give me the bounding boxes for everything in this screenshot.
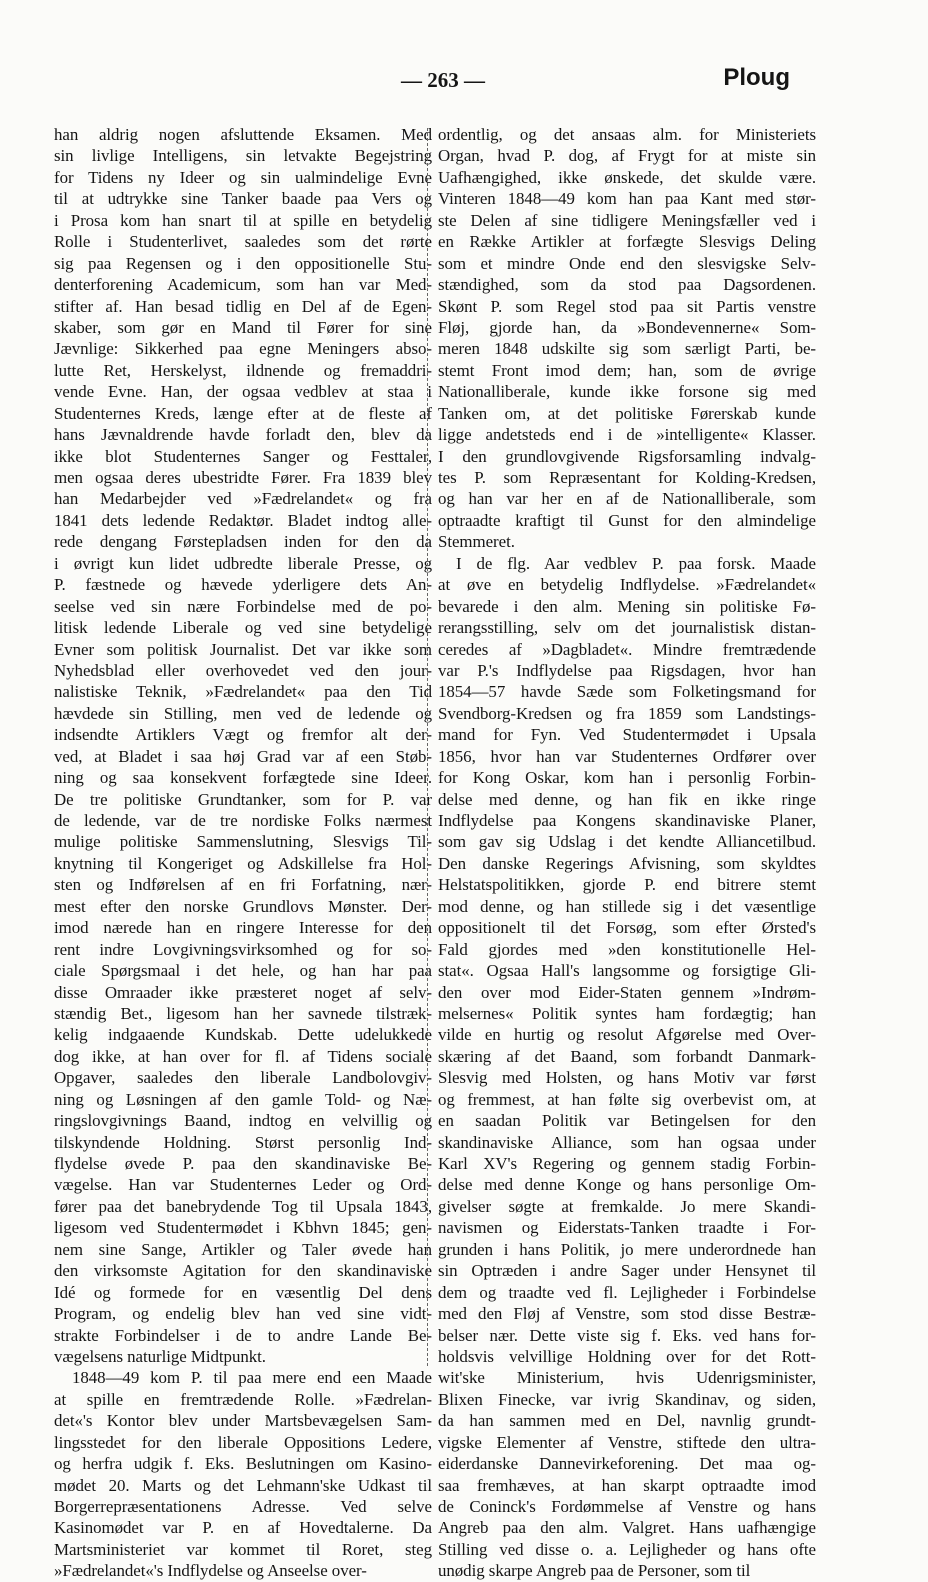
text-line: holdsvis velvillige Holdning over for det Rott-	[438, 1346, 816, 1366]
text-line: sin Optræden i andre Sager under Hensynet til	[438, 1261, 816, 1281]
page-number: — 263 —	[401, 68, 485, 92]
text-line: oppositionelt til det Forsøg, som efter Ørsted's	[438, 918, 816, 938]
text-line: knytning til Kongeriget og Adskillelse fra Hol-	[54, 853, 432, 873]
text-line: De tre politiske Grundtanker, som for P. var	[54, 789, 432, 809]
paragraph	[54, 124, 432, 1367]
text-line: at spille en fremtrædende Rolle. »Fædrelan-	[54, 1389, 432, 1409]
text-line: sin livlige Intelligens, sin letvakte Begejstring	[54, 146, 432, 166]
text-line: Blixen Finecke, var ivrig Skandinav, og siden,	[438, 1389, 816, 1409]
text-line: ringslovgivnings Baand, indtog en velvillig og	[54, 1111, 432, 1131]
text-line: bevarede i den alm. Mening sin politiske Fø-	[438, 596, 816, 616]
text-line: Jævnlige: Sikkerhed paa egne Meningers abso-	[54, 339, 432, 359]
text-line: 1856, hvor han var Studenternes Ordfører over	[438, 746, 816, 766]
text-line: i øvrigt kun lidet udbredte liberale Presse, og	[54, 553, 432, 573]
text-line: vægelsens naturlige Midtpunkt.	[54, 1346, 266, 1366]
text-line: for Kong Oskar, kom han i personlig Forbin-	[438, 768, 816, 788]
text-line: Borgerrepræsentationens Adresse. Ved selve	[54, 1497, 432, 1516]
text-line: Stilling ved disse o. a. Lejligheder og hans ofte	[438, 1539, 816, 1559]
text-line: Martsministeriet var kommet til Roret, steg	[54, 1539, 432, 1559]
text-line: saa fremhæves, at han skarpt optraadte imod	[438, 1475, 816, 1495]
text-line: stændig Bet., ligesom han her savnede tilstræk-	[54, 1003, 432, 1023]
text-line: sig paa Regensen og i den oppositionelle Stu-	[54, 253, 432, 273]
paragraph	[438, 553, 816, 1582]
text-line: indsendte Artiklers Vægt og fremfor alt der-	[54, 725, 432, 745]
text-line: han Medarbejder ved »Fædrelandet« og fra	[54, 489, 432, 509]
text-line: stemt Front imod dem; han, som de øvrige	[438, 360, 816, 380]
text-line: hævdede sin Stilling, men ved de ledende og	[54, 703, 432, 723]
text-line: ciale Spørgsmaal i det hele, og han har paa	[54, 961, 432, 981]
text-line: en saadan Politik var Betingelsen for den	[438, 1111, 816, 1131]
text-line: han aldrig nogen afsluttende Eksamen. Med	[54, 125, 432, 144]
text-line: skæring af det Baand, som forbandt Danmark-	[438, 1046, 816, 1066]
text-line: tilskyndende Holdning. Størst personlig Ind-	[54, 1132, 432, 1152]
text-line: Kasinomødet var P. en af Hovedtalerne. Da	[54, 1518, 432, 1538]
text-line: men ogsaa deres ubestridte Fører. Fra 1839 blev	[54, 468, 432, 487]
text-line: og han var her en af de Nationalliberale, som	[438, 489, 816, 509]
text-line: ikke blot Studenternes Sanger og Festtaler,	[54, 446, 432, 466]
text-line: som gav sig Udslag i det kendte Alliancetilbud.	[438, 832, 816, 852]
text-line: rede dengang Førstepladsen inden for den da	[54, 532, 432, 552]
text-line: Nationalliberale, kunde ikke forsone sig med	[438, 382, 816, 402]
text-line: til at udtrykke sine Tanker baade paa Vers og	[54, 189, 432, 209]
text-line: ligge andetsteds end i de »intelligente« Klasser.	[438, 425, 816, 445]
text-line: Vinteren 1848—49 kom han paa Kant med stør-	[438, 189, 816, 209]
text-line: imod nærede han en ringere Interesse for den	[54, 918, 432, 938]
text-line: belser nær. Dette viste sig f. Eks. ved hans for-	[438, 1325, 816, 1345]
text-line: mulige politiske Sammenslutning, Slesvigs Til-	[54, 832, 432, 852]
text-line: ceredes af »Dagbladet«. Mindre fremtrædende	[438, 639, 816, 659]
text-line: Tanken om, at det politiske Førerskab kunde	[438, 403, 816, 423]
text-line: P. fæstnede og hævede yderligere dets An-	[54, 575, 432, 595]
text-line: rent indre Lovgivningsvirksomhed og for so-	[54, 939, 432, 959]
text-line: dog ikke, at han over for fl. af Tidens sociale	[54, 1046, 432, 1066]
text-line: lutte Ret, Herskelyst, ildnende og fremaddri-	[54, 360, 432, 380]
text-line: grunden i hans Politik, jo mere underordnede han	[438, 1239, 816, 1259]
text-line: sten og Indførelsen af en fri Forfatning, nær-	[54, 875, 432, 895]
text-line: 1841 dets ledende Redaktør. Bladet indtog alle-	[54, 510, 432, 530]
text-line: og herfra udgik f. Eks. Beslutningen om Kasino-	[54, 1454, 432, 1474]
paragraph	[438, 124, 816, 553]
text-line: var P.'s Indflydelse paa Rigsdagen, hvor han	[438, 660, 816, 680]
text-line: delse med denne, og han fik en ikke ringe	[438, 789, 816, 809]
text-line: at øve en betydelig Indflydelse. »Fædrelandet«	[438, 575, 816, 595]
text-line: Evner som politisk Journalist. Det var ikke som	[54, 639, 432, 659]
text-line: mand for Fyn. Ved Studentermødet i Upsala	[438, 725, 816, 745]
text-line: de Coninck's Fordømmelse af Venstre og hans	[438, 1497, 816, 1516]
column-divider	[427, 128, 428, 1366]
text-line: I den grundlovgivende Rigsforsamling indvalg-	[438, 446, 816, 466]
text-line: den virksomste Agitation for den skandinaviske	[54, 1261, 432, 1281]
text-line: den over mod Eider-Staten gennem »Indrøm-	[438, 982, 816, 1002]
text-line: da han sammen med en Del, navnlig grundt-	[438, 1411, 816, 1431]
text-line: Fløj, gjorde han, da »Bondevennerne« Som-	[438, 317, 816, 337]
text-line: nalistiske Teknik, »Fædrelandet« paa den Tid	[54, 682, 432, 702]
text-line: i Prosa kom han snart til at spille en betydelig	[54, 210, 432, 230]
text-line: mødet 20. Marts og det Lehmann'ske Udkast til	[54, 1475, 432, 1495]
text-line: de ledende, var de tre nordiske Folks nærmest	[54, 811, 432, 830]
text-line: givelser søgte at fremkalde. Jo mere Skandi-	[438, 1196, 816, 1216]
text-line: unødig skarpe Angreb paa de Personer, som til	[438, 1561, 751, 1581]
text-line: Idé og formede for en væsentlig Del dens	[54, 1282, 432, 1302]
text-line: stat«. Ogsaa Hall's langsomme og forsigtige Gli-	[438, 961, 816, 981]
text-line: rerangsstilling, selv om det journalistisk distan-	[438, 618, 816, 638]
text-line: »Fædrelandet«'s Indflydelse og Anseelse over-	[54, 1561, 367, 1581]
text-line: ordentlig, og det ansaas alm. for Ministeriets	[438, 125, 816, 144]
text-line: skaber, som gør en Mand til Fører for sine	[54, 317, 432, 337]
text-line: litisk ledende Liberale og ved sine betydelige	[54, 618, 432, 638]
text-line: Organ, hvad P. dog, af Frygt for at miste sin	[438, 146, 816, 166]
text-line: med den Fløj af Venstre, som stod disse Bestræ-	[438, 1304, 816, 1324]
text-line: en Række Artikler at forfægte Slesvigs Deling	[438, 232, 816, 252]
text-line: Stemmeret.	[438, 532, 515, 552]
text-line: mest efter den norske Grundlovs Mønster. Der-	[54, 896, 432, 916]
text-line: vilde en hurtig og resolut Afgørelse med Over-	[438, 1025, 816, 1045]
running-head: Ploug	[723, 64, 790, 91]
text-line: denterforening Academicum, som han var Med-	[54, 275, 432, 295]
text-line: disse Omraader ikke præsteret noget af selv-	[54, 982, 432, 1002]
text-line: nem sine Sange, Artikler og Taler øvede han	[54, 1239, 432, 1259]
text-line: Program, og endelig blev han ved sine vidt-	[54, 1304, 432, 1324]
text-line: delse med denne Konge og hans personlige Om-	[438, 1175, 816, 1195]
text-line: vægelse. Han var Studenternes Leder og Ord-	[54, 1175, 432, 1195]
text-line: Helstatspolitikken, gjorde P. end bitrere stemt	[438, 875, 816, 895]
text-line: Indflydelse paa Kongens skandinaviske Planer,	[438, 811, 816, 830]
text-line: Opgaver, saaledes den liberale Landbolovgiv-	[54, 1068, 432, 1088]
text-line: ligesom ved Studentermødet i Kbhvn 1845; gen-	[54, 1218, 432, 1238]
text-line: strakte Forbindelser i de to andre Lande Be-	[54, 1325, 432, 1345]
text-line: vende Evne. Han, der ogsaa vedblev at staa i	[54, 382, 432, 402]
text-line: skandinaviske Alliance, som han ogsaa under	[438, 1132, 816, 1152]
text-line: Karl XV's Regering og gennem stadig Forbin-	[438, 1154, 816, 1173]
text-line: tes P. som Repræsentant for Kolding-Kredsen,	[438, 468, 816, 487]
right-column	[438, 124, 816, 1582]
text-line: eiderdanske Dannevirkeforening. Det maa og-	[438, 1454, 816, 1474]
text-line: ning og saa konsekvent forfægtede sine Ideer.	[54, 768, 432, 788]
text-line: hans Jævnaldrende havde forladt den, blev da	[54, 425, 432, 445]
text-line: ste Delen af sine tidligere Meningsfæller ved i	[438, 210, 816, 230]
text-line: Fald gjordes med »den konstitutionelle Hel-	[438, 939, 816, 959]
text-line: som et mindre Onde end den slesvigske Selv-	[438, 253, 816, 273]
text-line: ning og Løsningen af den gamle Told- og Næ-	[54, 1089, 432, 1109]
text-line: Rolle i Studenterlivet, saaledes som det rørte	[54, 232, 432, 252]
text-line: fører paa det banebrydende Tog til Upsala 1843,	[54, 1196, 432, 1216]
text-line: optraadte kraftigt til Gunst for den almindelige	[438, 510, 816, 530]
text-line: Nyhedsblad eller overhovedet ved den jour-	[54, 660, 432, 680]
text-line: wit'ske Ministerium, hvis Udenrigsminister,	[438, 1368, 816, 1388]
text-line: stifter af. Han besad tidlig en Del af de Egen-	[54, 296, 432, 316]
text-line: lingsstedet for den liberale Oppositions Ledere,	[54, 1432, 432, 1452]
text-line: flydelse øvede P. paa den skandinaviske Be-	[54, 1154, 432, 1173]
text-line: 1854—57 havde Sæde som Folketingsmand for	[438, 682, 816, 702]
text-line: og fremmest, at han følte sig overbevist om, at	[438, 1089, 816, 1109]
text-line: I de flg. Aar vedblev P. paa forsk. Maade	[456, 553, 816, 573]
text-line: seelse ved sin nære Forbindelse med de po-	[54, 596, 432, 616]
text-line: 1848—49 kom P. til paa mere end een Maade	[72, 1368, 432, 1388]
text-line: navismen og Eiderstats-Tanken traadte i For-	[438, 1218, 816, 1238]
text-line: Svendborg-Kredsen og fra 1859 som Landstings-	[438, 703, 816, 723]
text-line: det«'s Kontor blev under Martsbevægelsen Sam-	[54, 1411, 432, 1431]
text-line: melsernes« Politik syntes ham fordægtig; han	[438, 1003, 816, 1023]
text-line: Skønt P. som Regel stod paa sit Partis venstre	[438, 296, 816, 316]
text-line: mod denne, og han stillede sig i det væsentlige	[438, 896, 816, 916]
text-line: Studenternes Kreds, længe efter at de fleste af	[54, 403, 432, 423]
text-line: Angreb paa den alm. Valgret. Hans uafhængige	[438, 1518, 816, 1538]
text-line: ved, at Bladet i saa høj Grad var af een Støb-	[54, 746, 432, 766]
text-line: Slesvig med Holsten, og hans Motiv var først	[438, 1068, 816, 1088]
text-line: for Tidens ny Ideer og sin ualmindelige Evne	[54, 167, 432, 187]
text-line: kelig indgaaende Kundskab. Dette udelukkede	[54, 1025, 432, 1045]
page-header	[0, 64, 928, 102]
text-line: dem og traadte ved fl. Lejligheder i Forbindelse	[438, 1282, 816, 1302]
text-line: vigske Elementer af Venstre, stiftede den ultra-	[438, 1432, 816, 1452]
text-line: Uafhængighed, ikke ønskede, det skulde være.	[438, 167, 816, 187]
text-line: Den danske Regerings Afvisning, som skyldtes	[438, 853, 816, 873]
text-line: stændighed, som da stod paa Dagsordenen.	[438, 275, 816, 295]
paragraph	[54, 1367, 432, 1581]
text-line: meren 1848 udskilte sig som særligt Parti, be-	[438, 339, 816, 359]
left-column	[54, 124, 432, 1582]
